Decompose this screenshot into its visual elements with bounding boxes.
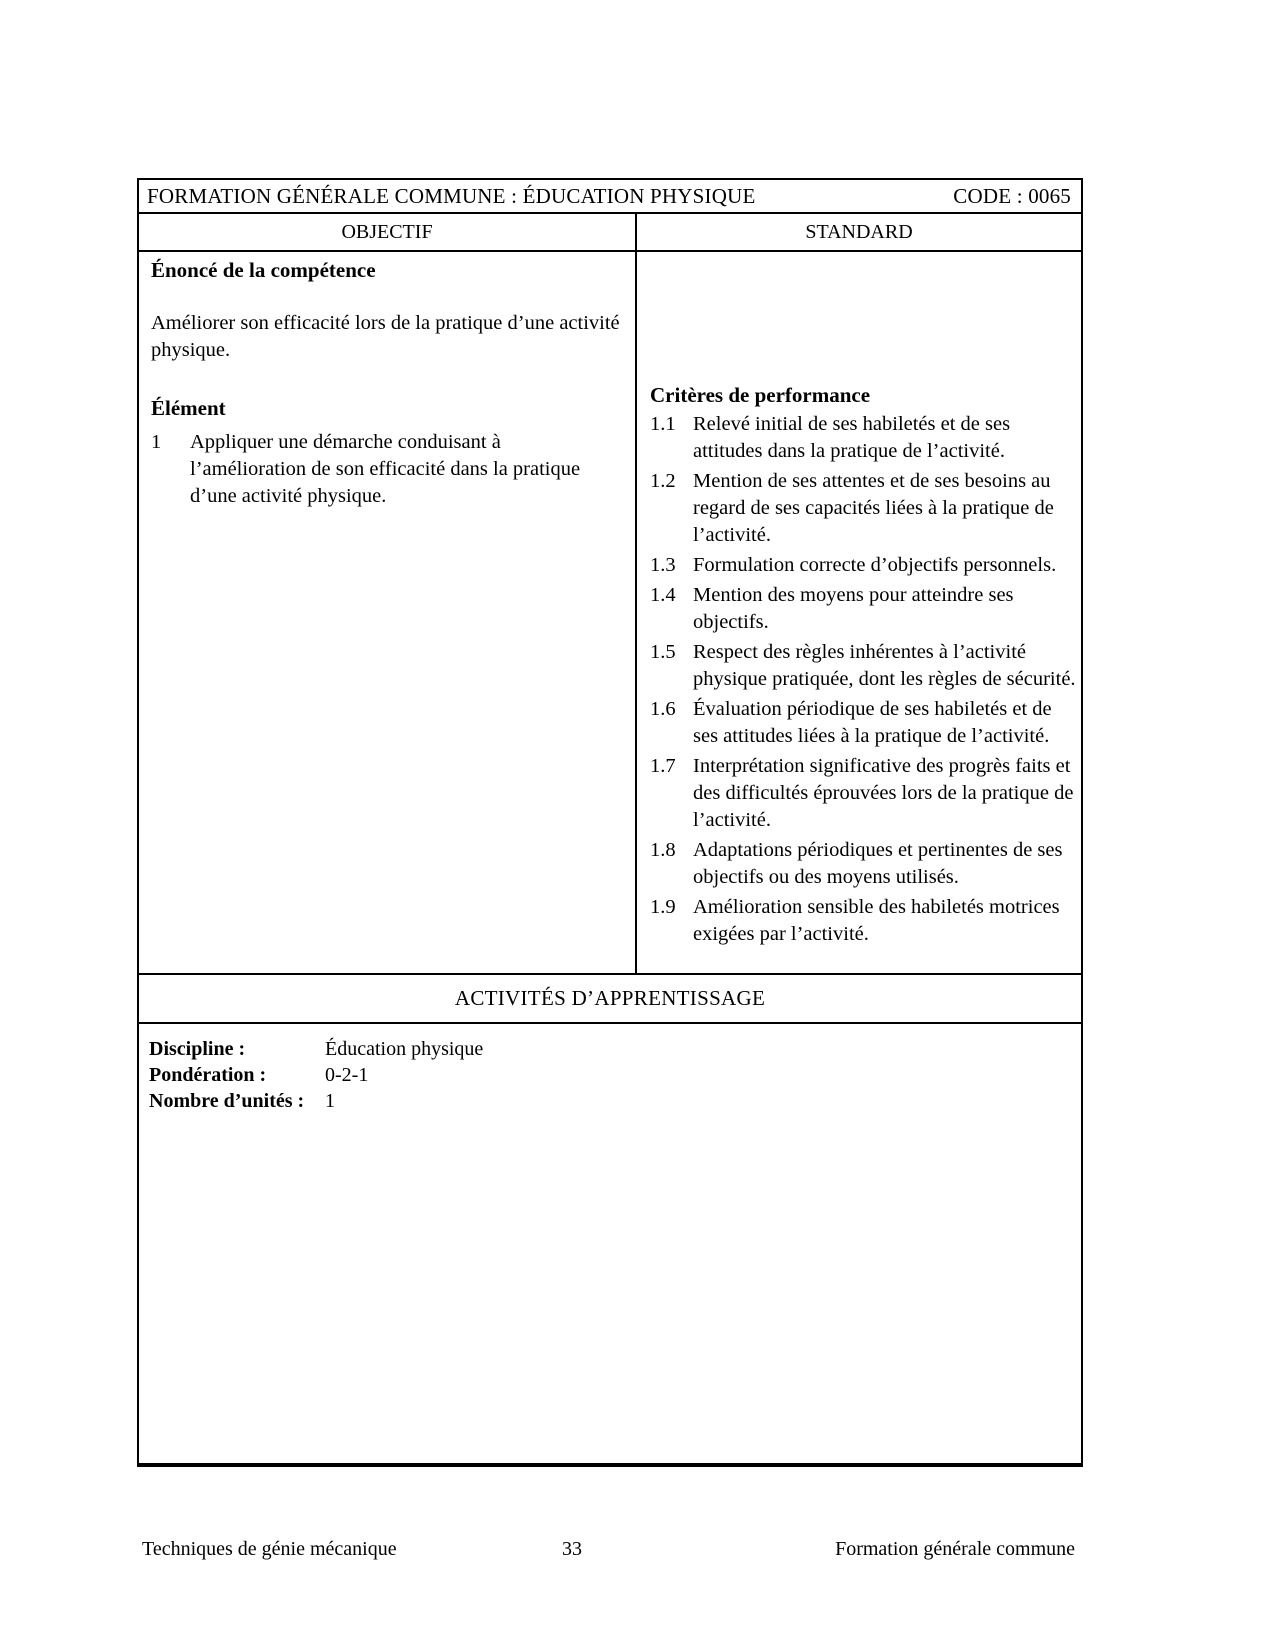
criteres-heading: Critères de performance — [650, 383, 871, 407]
enonce-text: Améliorer son efficacité lors de la pratique d’une activité physique. — [151, 312, 620, 361]
discipline-row — [149, 1036, 1071, 1062]
table-title-row — [139, 180, 1081, 214]
critere-number: 1.7 — [650, 755, 676, 777]
element-item — [151, 429, 621, 510]
critere-item — [650, 837, 1079, 891]
standard-column-header: STANDARD — [805, 220, 913, 243]
critere-number: 1.4 — [650, 584, 676, 606]
program-code: CODE : 0065 — [953, 183, 1071, 208]
critere-text: Respect des règles inhérentes à l’activité physique pratiquée, dont les règles de sécurité. — [693, 641, 1076, 690]
critere-item — [650, 411, 1079, 465]
critere-item — [650, 468, 1079, 549]
critere-item — [650, 639, 1079, 693]
element-text: Appliquer une démarche conduisant à l’amélioration de son efficacité dans la pratique d’une activité physique. — [190, 431, 581, 507]
unites-row — [149, 1088, 1071, 1114]
activites-heading: ACTIVITÉS D’APPRENTISSAGE — [454, 986, 766, 1010]
critere-number: 1.2 — [650, 470, 676, 492]
unites-value: 1 — [325, 1090, 335, 1112]
page-footer — [137, 1538, 1083, 1568]
standard-cell — [637, 252, 1081, 973]
program-table — [137, 178, 1083, 1467]
unites-label: Nombre d’unités : — [149, 1090, 305, 1112]
element-number: 1 — [151, 431, 162, 453]
column-headers-row — [139, 214, 1081, 252]
critere-text: Mention des moyens pour atteindre ses objectifs. — [693, 584, 1014, 633]
objectif-column-header: OBJECTIF — [139, 214, 637, 250]
ponderation-row — [149, 1062, 1071, 1088]
discipline-value: Éducation physique — [325, 1038, 484, 1060]
critere-text: Évaluation périodique de ses habiletés et de ses attitudes liées à la pratique de l’activité. — [693, 698, 1052, 747]
critere-item — [650, 894, 1079, 948]
critere-number: 1.1 — [650, 413, 676, 435]
critere-text: Relevé initial de ses habiletés et de ses attitudes dans la pratique de l’activité. — [693, 413, 1011, 462]
enonce-heading: Énoncé de la compétence — [151, 258, 376, 282]
objectif-cell — [139, 252, 637, 973]
critere-text: Formulation correcte d’objectifs personnels. — [693, 554, 1057, 576]
element-heading: Élément — [151, 396, 226, 420]
critere-text: Interprétation significative des progrès faits et des difficultés éprouvées lors de la pratique de l’activité. — [693, 755, 1074, 831]
critere-number: 1.6 — [650, 698, 676, 720]
critere-text: Amélioration sensible des habiletés motrices exigées par l’activité. — [693, 896, 1060, 945]
critere-number: 1.8 — [650, 839, 676, 861]
footer-program-name: Techniques de génie mécanique — [142, 1538, 397, 1560]
critere-text: Adaptations périodiques et pertinentes de ses objectifs ou des moyens utilisés. — [693, 839, 1063, 888]
activites-details-cell — [139, 1024, 1081, 1463]
critere-number: 1.5 — [650, 641, 676, 663]
activites-heading-row — [139, 975, 1081, 1024]
ponderation-value: 0-2-1 — [325, 1064, 369, 1086]
critere-item — [650, 753, 1079, 834]
critere-item — [650, 582, 1079, 636]
critere-number: 1.9 — [650, 896, 676, 918]
discipline-label: Discipline : — [149, 1038, 246, 1060]
ponderation-label: Pondération : — [149, 1064, 267, 1086]
critere-text: Mention de ses attentes et de ses besoins au regard de ses capacités liées à la pratique de l’activité. — [693, 470, 1054, 546]
footer-page-number: 33 — [562, 1538, 582, 1560]
program-title: FORMATION GÉNÉRALE COMMUNE : ÉDUCATION PHYSIQUE — [147, 183, 756, 208]
critere-item — [650, 552, 1079, 579]
main-content-row — [139, 252, 1081, 975]
footer-section-name: Formation générale commune — [835, 1538, 1075, 1560]
critere-item — [650, 696, 1079, 750]
critere-number: 1.3 — [650, 554, 676, 576]
